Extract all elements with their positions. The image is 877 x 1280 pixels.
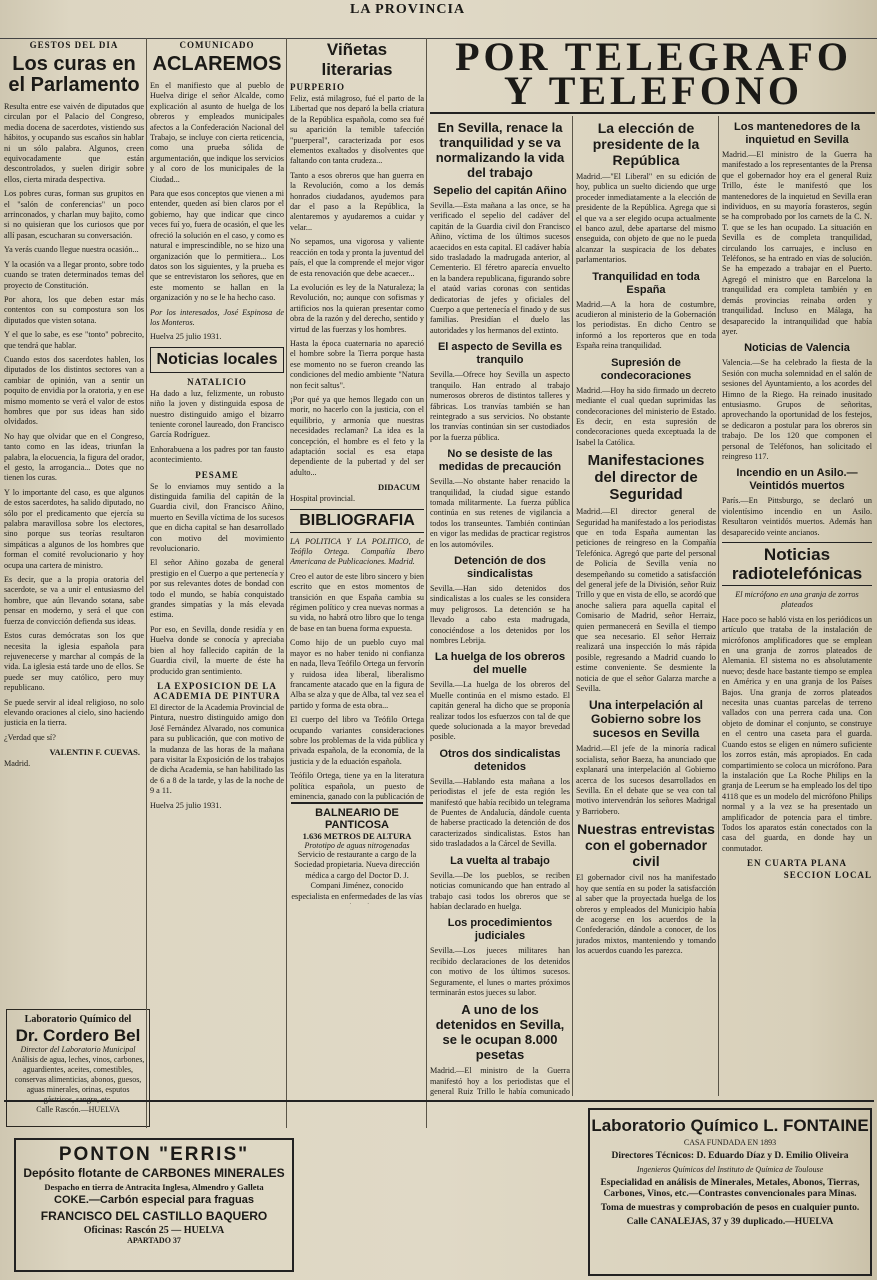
column-3 xyxy=(290,38,424,800)
ad-line: COKE.—Carbón especial para fraguas xyxy=(54,1194,254,1206)
signature: VALENTIN F. CUEVAS. xyxy=(49,747,140,758)
headline: Una interpelación al Gobierno sobre los sucesos en Sevilla xyxy=(588,698,704,741)
paragraph: ¡Por qué ya que hemos llegado con un morir, no hacerlo con la justicia, con el equilibrio, y armonía que nuestras necesidades reclaman? La idea es la concepción, el hombre es el feto y la adaptación social es esa etapa dependiente de la pubertad y del ser adulto... xyxy=(290,394,424,477)
ad-line: Depósito flotante de CARBONES MINERALES xyxy=(23,1166,285,1180)
section-title-radio: Noticias radiotelefónicas xyxy=(722,542,872,586)
subheadline: Otros dos sindicalistas detenidos xyxy=(439,747,561,773)
ad-ponton-erris xyxy=(14,1138,294,1272)
paragraph: Por ahora, los que deben estar más contentos con su compostura son los diputados que visten sotana. xyxy=(4,294,144,325)
paragraph: La evolución es ley de la Naturaleza; la Revolución, no; aunque con sofismas y artificios nos la quieran presentar como obra de la razón y del derecho, sentido y virtud de las fuerzas y los hombres. xyxy=(290,282,424,334)
paragraph: Para que esos conceptos que vienen a mi entender, queden así bien claros por el gobierno, hay que indicar que cinco veces fuí yo, fuera de ocasión, el que les ofreció la solución en el caso, y como es natural e imprescindible, no se hizo una organización que lo permitiera... Los datos son los siguientes, y la prueba es que se entrevistaron los señores, que en este momento se hallan en la organización y no se le ha hecho caso. xyxy=(150,189,284,303)
paragraph: Hasta la época cuaternaria no apareció el hombre sobre la Tierra porque hasta ese momento no se fueron creando las condiciones del medio ambiente "Natura non fecit saltus". xyxy=(290,338,424,390)
paragraph: Sevilla.—Esta mañana a las once, se ha verificado el sepelio del cadáver del capitán de la Guardia civil don Francisco Añino, víctima de los últimos sucesos acaecidos en esta capital. El cadáver había sido trasladado la madrugada anterior, al Cementerio. El féretro aparecía envuelto en la bandera republicana, figurando sobre el ataúd varias coronas con sentidas dedicatorias de jefes y oficiales del Cuerpo a que pertenecía el finado y de sus familias. Presidían el duelo las autoridades y los hermanos del extinto. xyxy=(430,201,570,335)
paragraph: Y la ocasión va a llegar pronto, sobre todo cuando se traten determinados temas del proyecto de Constitución. xyxy=(4,259,144,290)
paragraph: Madrid.—El ministro de la Guerra manifestó hoy a los periodistas que el general Ruiz Trillo le había comunicado xyxy=(430,1066,570,1096)
paragraph: Sevilla.—La huelga de los obreros del Muelle continúa en el mismo estado. El capitán general ha dicho que se proponía realizar todos los esfuerzos con tal de que quede solucionada a la mayor brevedad posible. xyxy=(430,680,570,742)
paragraph: Madrid.—El jefe de la minoría radical socialista, señor Baeza, ha anunciado que explanará una interpelación al Gobierno acerca de los sucesos desarrollados en Sevilla. En el debate que se vea con tal motivo intervendrán los señores Madrigal y Barriobero. xyxy=(576,744,716,816)
paragraph: Como hijo de un pueblo cuyo mal mayor es no haber tenido ni confianza en nada, lleva Teófilo Ortega un fervorín y ruidosa idea liberal, liberalismo francamente atacado que en la figura de Alba se alza y que de Alba, tal vez sea el partido y forma de esta obra... xyxy=(290,638,424,710)
paragraph: Y el que lo sabe, es ese "tonto" pobrecito, que tendrá que hablar. xyxy=(4,330,144,350)
banner-rule xyxy=(430,112,875,114)
paragraph: No sepamos, una vigorosa y valiente reacción en toda y pronta la juventud del país, el que la comprende el mejor vigor de esta renovación que debe acaecer... xyxy=(290,237,424,278)
ad-line: Oficinas: Rascón 25 — HUELVA xyxy=(83,1225,225,1236)
column-5 xyxy=(576,116,716,1096)
paragraph: Creo el autor de este libro sincero y bien escrito que en estos momentos de transición en que España cambia su régimen político y crea nuevas normas a su vida, no habrá otro libro que lo tenga de base en tan buena forma expuesta. xyxy=(290,571,424,633)
headline: Viñetas literarias xyxy=(321,40,393,79)
paragraph: Hospital provincial. xyxy=(290,494,356,504)
column-rule xyxy=(146,38,147,1128)
ad-founded: CASA FUNDADA EN 1893 xyxy=(683,1138,777,1147)
byline: PURPERIO xyxy=(290,82,345,92)
subsection-label: NATALICIO xyxy=(187,376,247,387)
ad-title: BALNEARIO DE PANTICOSA xyxy=(315,807,399,831)
ad-subtitle: Director del Laboratorio Municipal xyxy=(20,1045,136,1054)
ad-panticosa xyxy=(291,802,423,904)
ad-cordero-bel xyxy=(6,1009,150,1127)
paragraph: Cuando estos dos sacerdotes hablen, los diputados de los distintos sectores van a cambiar de opinión, van a sentir un poquito de envidia por la oratoria, y en ese mismo momento se verá el valor de estos hombres que por sus ideas han sido olvidados. xyxy=(4,354,144,427)
subsection-label: LA EXPOSICION DE LA ACADEMIA DE PINTURA xyxy=(153,680,281,701)
paragraph: Madrid.—El ministro de la Guerra ha manifestado a los representantes de la Prensa que el gobernador hoy era el general Ruiz Trillo, éste le manifestó que los mantenedores de la inquietud en Sevilla eran individuos, en su mayoría forasteros, según se ha comprobado por los carnets de la C. N. T. que se les han ocupado. La situación en Sevilla es de completa tranquilidad, circulando los carruajes, e incluso en Teléfonos, se ha entrado en vías de solución. Se ha empezado a trabajar en el Puerto. Agregó el ministro que en Barcelona la tranquilidad era completa también y en demás provincias reinaba orden y tranquilidad. Incluso en Málaga, ha desaparecido la intranquilidad que había ayer. xyxy=(722,150,872,336)
paragraph: ¿Verdad que sí? xyxy=(4,732,56,742)
ad-weights: Toma de muestras y comprobación de pesos en cualquier punto. xyxy=(600,1203,860,1213)
paragraph: Se puede servir al ideal religioso, no solo elevando oraciones al cielo, sino haciendo justicia en la tierra. xyxy=(4,697,144,728)
ad-fontaine xyxy=(588,1108,872,1276)
headline: A uno de los detenidos en Sevilla, se le ocupan 8.000 pesetas xyxy=(435,1002,565,1063)
column-2 xyxy=(150,38,284,1123)
ad-title: PONTON "ERRIS" xyxy=(58,1144,250,1165)
subheadline: La vuelta al trabajo xyxy=(450,854,550,867)
column-rule xyxy=(718,116,719,1096)
ad-directors-sub: Ingenieros Químicos del Instituto de Química de Toulouse xyxy=(636,1165,824,1174)
subheadline: El aspecto de Sevilla es tranquilo xyxy=(437,341,563,367)
paragraph: El gobernador civil nos ha manifestado hoy que sentía en su poder la satisfacción al saber que la proyectada huelga de los obreros y empleados del Municipio había de acogerse en los acuerdos de la Confederación, dándole a conocer, de los jurados mixtos, manteniendo y tomando los acuerdos cuando les parezca. xyxy=(576,873,716,956)
column-rule xyxy=(426,38,427,1128)
subheadline: Detención de dos sindicalistas xyxy=(454,554,546,580)
paragraph: Hace poco se habló vista en los periódicos un artículo que trataba de la instalación de micrófonos amplificadores que se emplean en una granja de zorros plateados de Alemania. El sistema no es absolutamente nuevo; desde hace bastante tiempo se emplea en América y en una granja de los Países Bajos. Una granja de zorros plateados necesita unas cuantas parcelas de terreno vallados con una perrera cada una. Con objeto de dominar el conjunto, se construye en el centro una caseta para el guarda. Cuando estos se eligen en número suficiente los zorros están, más apropiados. En cada compartimiento se coloca un micrófono. Para la instalación que La Roche Philips en la granja de Leerum se ha empleado los del tipo 4118 que es un modelo del micrófono Philips normal y a la vez se ha presentado un amplificador de potencia para el timbre. Todos los aparatos están conectados con la casa del guarda, en donde hay un conmutador. xyxy=(722,614,872,853)
paragraph: Madrid.—Hoy ha sido firmado un decreto mediante el cual quedan suprimidas las condecoraciones del ministerio de Estado. Es decir, en esta supresión de condecoraciones queda exceptuada la de Isabel la Católica. xyxy=(576,385,716,447)
paragraph: Sevilla.—Hablando esta mañana a los periodistas el jefe de esta región les manifestó que había recibido un telegrama de Puentes de Andalucía, dándole cuenta de haberse practicado la detención de dos caracterizados sindicalistas. Estos han sido trasladados a la Cárcel de Sevilla. xyxy=(430,776,570,849)
headline: Nuestras entrevistas con el gobernador civil xyxy=(577,821,715,870)
column-rule xyxy=(572,116,573,1096)
paragraph: Sevilla.—Ofrece hoy Sevilla un aspecto tranquilo. Han entrado al trabajo numerosos obreros de distintos talleres y fábricas. Los tranvías también se han reintegrado a sus servicios. No obstante los tranvías continúan sin ser custodiados por la fuerza pública. xyxy=(430,370,570,442)
paragraph: Enhorabuena a los padres por tan fausto acontecimiento. xyxy=(150,444,284,465)
subheadline: No se desiste de las medidas de precaución xyxy=(438,448,562,474)
paragraph: Ya verás cuando llegue nuestra ocasión... xyxy=(4,245,139,255)
subheadline: El micrófono en una granja de zorros plateados xyxy=(735,590,859,610)
ad-specialty: Especialidad en análisis de Minerales, Metales, Abonos, Tierras, Carbones, Vinos, etc.—Contrastes convencionales para Minas. xyxy=(600,1178,860,1199)
paragraph: Sevilla.—Los jueces militares han recibido declaraciones de los detenidos con motivo de los últimos sucesos. Seguramente, el lunes o martes próximos terminarán estos jueces su labor. xyxy=(430,946,570,997)
paragraph: Resulta entre ese vaivén de diputados que circulan por el Palacio del Congreso, media docena de sacerdotes, vistiendo sus hábitos, y ocupando sus escaños sin hablar ni un sólo palabra. Algunos, creen equivocadamente que están descontrolados, y suelen dirigir sobre ellos, cierta mirada despectiva. xyxy=(4,102,144,184)
column-rule xyxy=(286,38,287,1128)
ad-address: Calle Rascón.—HUELVA xyxy=(36,1105,120,1114)
headline: Los curas en el Parlamento xyxy=(8,53,140,96)
headline: En Sevilla, renace la tranquilidad y se va normalizando la vida del trabajo xyxy=(435,120,565,180)
banner-line-2: Y TELEFONO xyxy=(504,68,803,113)
book-title: LA POLITICA Y LA POLITICO, de Teófilo Ortega. Compañía Ibero Americana de Publicaciones. Madrid. xyxy=(290,536,424,567)
paragraph: Tanto a esos obreros que han guerra en la Revolución, como a los demás honrados ciudadanos, ayudemos para dar el paso a la República, la alentaremos y ayudaremos a cuidar y velar... xyxy=(290,170,424,232)
paragraph: Se lo enviamos muy sentido a la distinguida familia del capitán de la Guardia civil, don Francisco Añino, muerto en Sevilla víctima de los sucesos que en dicha capital se han desarrollado con motivo del movimiento revolucionario. xyxy=(150,481,284,554)
paragraph: Valencia.—Se ha celebrado la fiesta de la Sesión con mucha solemnidad en el salón de sesiones del Ayuntamiento, a los acordes del Himno de la Riego. Ha reinado inusitado entusiasmo. Grupos de señoritas, aprovechando la oportunidad de los festejos, se dedicaron a postular para los obreros sin trabajo. De los 120 que componen el personal de Teléfonos, han solicitado el reingreso 117. xyxy=(722,358,872,461)
paragraph: Estos curas demócratas son los que necesita la iglesia española para rejuvenecerse y marchar al compás de la vida. La iglesia está tarde uno de ellos. Se puede ser muy católico, pero muy republicano. xyxy=(4,631,144,693)
paragraph: En el manifiesto que al pueblo de Huelva dirige el señor Alcalde, como explicación al asunto de huelga de los obreros y empleados municipales afectos a la Confederación Nacional del Trabajo, se incluye con cierta reticencia, como una prueba sólida de argumentación, que indique los servicios y al coro de los municipales de la Ciudad... xyxy=(150,81,284,184)
subheadline: Los procedimientos judiciales xyxy=(447,917,553,943)
paragraph: El señor Añino gozaba de general prestigio en el Cuerpo a que pertenecía y por sus relevantes dotes de bondad con todo el mundo, se había conquistado grandes simpatías y la más elevada estima. xyxy=(150,558,284,620)
paragraph: Sevilla.—Han sido detenidos dos sindicalistas a los cuales se les considera muy peligrosos. La detención se ha llevado a cabo esta madrugada, conociéndose a los detenidos por los nombres Lebrija. xyxy=(430,583,570,645)
subheadline: Sepelio del capitán Añino xyxy=(433,185,567,197)
column-4 xyxy=(430,116,570,1096)
headline: La elección de presidente de la República xyxy=(592,120,700,168)
paragraph: Por eso, en Sevilla, donde residía y en Huelva donde se conocía y apreciaba bien al hoy fallecido capitán de la Guardia civil, la muerte de éste ha producido gran sentimiento. xyxy=(150,624,284,676)
paragraph: El director de la Academia Provincial de Pintura, nuestro distinguido amigo don José Fernández Alvarado, nos comunica para su publicación, que con motivo de la mudanza de las horas de la mañana para visitar la Exposición de los trabajos de dicha Academia, se han habilitado las de 6 a 8 de la tarde, y las de la noche de 9 a 11. xyxy=(150,702,284,796)
subheadline: Incendio en un Asilo.—Veintidós muertos xyxy=(736,467,858,493)
paragraph: Los pobres curas, forman sus grupitos en el "salón de conferencias" un poco arrinconados, y charlan muy bajito, como si no quisieran que los curiosos que por allí pasan, escucharan su conversación. xyxy=(4,189,144,240)
ad-altitude: 1.636 METROS DE ALTURA xyxy=(302,831,412,841)
ad-address: Calle CANALEJAS, 37 y 39 duplicado.—HUELVA xyxy=(626,1217,834,1227)
paragraph: Y lo importante del caso, es que algunos de estos sacerdotes, ha salido diputado, no sólo por el predicamento que ejercía su palabra maravillosa sobre los electores, sino porque sus teorías resultaron simpáticas a algunos de los hombres que forman el comité revolucionario y hoy ocupa una cartera de ministro. xyxy=(4,487,144,570)
subheadline: La huelga de los obreros del muelle xyxy=(434,651,566,677)
headline: Los mantenedores de la inquietud en Sevilla xyxy=(734,121,860,146)
place: Madrid. xyxy=(4,759,31,769)
subheadline: Tranquilidad en toda España xyxy=(592,270,700,296)
paragraph: Feliz, está milagroso, fué el parto de la Libertad que nos deparó la bella criatura de la República española, como sea fué su aparición la temible tafección "puerperal", caracterizada por esos elementos exaltados y disolventes que faltando con tanta crudeza... xyxy=(290,94,424,166)
subheadline: Supresión de condecoraciones xyxy=(600,356,692,382)
paragraph: Huelva 25 julio 1931. xyxy=(150,800,222,810)
banner-line-1: POR TELEGRAFO xyxy=(455,34,852,79)
paragraph: Por los interesados, José Espinosa de los Monteros. xyxy=(150,307,284,327)
subsection-label: PESAME xyxy=(195,469,239,480)
bottom-rule xyxy=(4,1100,874,1102)
headline: ACLAREMOS xyxy=(152,53,282,75)
paragraph: Es decir, que a la propia oratoria del sacerdote, se va a unir el entusiasmo del hombre, que aún llevando sotana, sabe pensar en moderno, y será el que con fuerza de convicción defienda sus ideas. xyxy=(4,575,144,626)
footer-note: SECCION LOCAL xyxy=(783,870,872,881)
paragraph: Madrid.—"El Liberal" en su edición de hoy, publica un suelto diciendo que urge proceder inmediatamente a la elección de presidente de la República. Agrega que si el que va a ser elegido ocupa actualmente el banco azul, debe apartarse del mismo enseguida, con objeto de que no le pueda alcanzar la suspicacia de los debates parlamentarios. xyxy=(576,172,716,265)
ad-line: Despacho en tierra de Antracita Inglesa, Almendro y Galleta xyxy=(44,1182,264,1192)
subheadline: Noticias de Valencia xyxy=(744,342,850,355)
paragraph: Sevilla.—De los pueblos, se reciben noticias comunicando que han entrado al trabajo casi todos los obreros que se habían declarado en huelga. xyxy=(430,870,570,911)
paragraph: Madrid.—El director general de Seguridad ha manifestado a los periodistas que en toda España aumentan las peticiones de reingreso en la Compañía Telefónica. Agregó que parte del personal de Policía de Sevilla venía no desempeñando su cometido a satisfacción del general jefe de la División, señor Ruiz Trillo y que en vista de ello, se acordó que anoche saliera para aquella capital el Comisario de Madrid, señor Herraiz, quien permanecerá en Sevilla el tiempo que sea necesario. El señor Herraiz realizará una inspección lo más rápida posible, regresando a Madrid cuando lo estime conveniente. Se desmiente la noticia de que el señor Galarza marche a Sevilla. xyxy=(576,507,716,694)
column-6 xyxy=(722,116,872,1096)
ad-body: Servicio de restaurante a cargo de la Sociedad propietaria. Nueva dirección médica a cargo del Doctor D. J. Compani Jiménez, conocido especialista en enfermedades de las vías xyxy=(291,850,423,901)
ad-line: FRANCISCO DEL CASTILLO BAQUERO xyxy=(40,1209,268,1223)
ad-name: Dr. Cordero Bel xyxy=(15,1026,141,1045)
ad-title: Laboratorio Químico del xyxy=(24,1014,132,1025)
paragraph: Sevilla.—No obstante haber renacido la tranquilidad, la ciudad sigue estando tomada militarmente. La fuerza pública continúa en sus retenes de vigilancia a todos los transeuntes. También continúan en vigor las medidas de practicar registros en los automóviles. xyxy=(430,477,570,549)
section-title-bibliografia: BIBLIOGRAFIA xyxy=(290,509,424,533)
paragraph: Ha dado a luz, felizmente, un robusto niño la joven y distinguida esposa de nuestro distinguido amigo el bizarro teniente coronel laureado, don Francisco García Rodríguez. xyxy=(150,388,284,440)
footer-note: EN CUARTA PLANA xyxy=(746,858,848,869)
ad-directors: Directores Técnicos: D. Eduardo Díaz y D. Emilio Oliveira xyxy=(611,1151,849,1161)
telegrafo-banner xyxy=(430,34,877,113)
paragraph: Teófilo Ortega, tiene ya en la literatura política española, un puesto de eminencia, ganado con la publicación de xyxy=(290,771,424,800)
ad-title: Laboratorio Químico L. FONTAINE xyxy=(591,1116,869,1135)
section-label: COMUNICADO xyxy=(179,40,255,50)
paper-name: LA PROVINCIA xyxy=(350,2,466,17)
section-label: GESTOS DEL DIA xyxy=(29,40,119,50)
ad-body: Análisis de agua, leches, vinos, carbones, aguardientes, aceites, comestibles, conservas alimenticias, abonos, guesos, aguas minerales, orinas, esputos gástricos, sangre, etc. xyxy=(11,1055,145,1104)
paragraph: Huelva 25 julio 1931. xyxy=(150,332,222,342)
column-1 xyxy=(4,38,144,1053)
signature: DIDACUM xyxy=(377,482,420,493)
ad-subtitle: Prototipo de aguas nitrogenadas xyxy=(304,841,410,850)
paragraph: No hay que olvidar que en el Congreso, tanto como en las ideas, triunfan la palabra, la elocuencia, la figura del orador, el gesto, la arrogancia... Dotes que no tienen los curas. xyxy=(4,431,144,483)
section-title-locales: Noticias locales xyxy=(150,347,284,373)
paragraph: El cuerpo del libro va Teófilo Ortega ocupando variantes consideraciones sobre los problemas de la vida pública y privada española, de la economía, de la justicia y de la eduación española. xyxy=(290,715,424,766)
paragraph: París.—En Pittsburgo, se declaró un violentísimo incendio en un Asilo. Resultaron veintidós muertos. Además han desaparecido veinte ancianos. xyxy=(722,496,872,537)
headline: Manifestaciones del director de Seguridad xyxy=(587,452,705,504)
paragraph: Madrid.—A la hora de costumbre, acudieron al ministerio de la Gobernación los periodistas. En dicho Centro se informó a los reporteros que en toda España reina tranquilidad. xyxy=(576,299,716,351)
ad-line: APARTADO 37 xyxy=(127,1236,181,1245)
